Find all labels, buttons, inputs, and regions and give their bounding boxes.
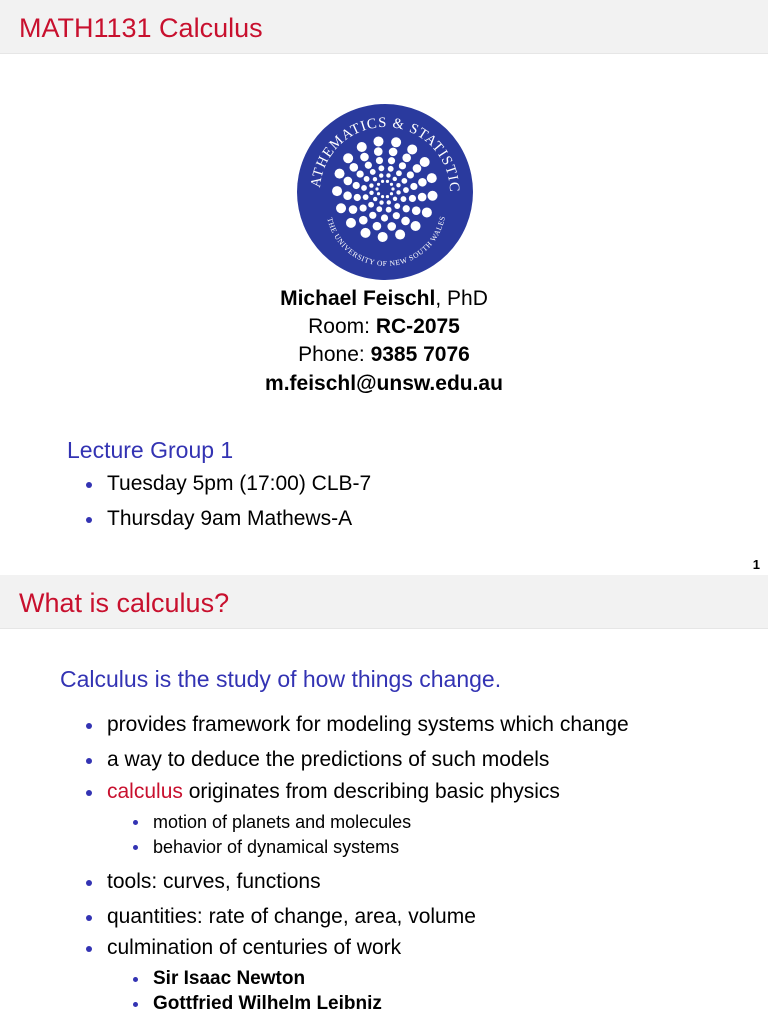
logo-dot bbox=[369, 183, 373, 187]
logo-dot bbox=[390, 183, 393, 186]
logo-dot bbox=[369, 212, 376, 219]
logo-dot bbox=[361, 185, 367, 191]
logo-dot bbox=[393, 177, 397, 181]
bullet-text: culmination of centuries of work bbox=[107, 936, 402, 959]
logo-dot bbox=[407, 171, 414, 178]
logo-dot bbox=[344, 177, 353, 186]
bullet-icon bbox=[86, 880, 92, 886]
logo-dot bbox=[393, 212, 400, 219]
bullet-icon bbox=[86, 517, 92, 523]
contact-room-line bbox=[0, 313, 768, 341]
logo-dot bbox=[376, 157, 383, 164]
logo-dot bbox=[378, 165, 384, 171]
logo-dot bbox=[360, 204, 367, 211]
logo-seal-icon bbox=[296, 103, 474, 281]
logo-bottom-text: THE UNIVERSITY OF NEW SOUTH WALES bbox=[325, 214, 448, 269]
contact-name-line bbox=[0, 285, 768, 313]
logo-dot bbox=[377, 192, 380, 195]
logo-dot bbox=[335, 169, 345, 179]
logo-dot bbox=[364, 176, 370, 182]
slide-title-bar bbox=[0, 575, 768, 629]
logo-dot bbox=[368, 202, 374, 208]
logo-dot bbox=[343, 153, 353, 163]
mathematician-name: Sir Isaac Newton bbox=[153, 968, 306, 989]
logo-dot bbox=[374, 147, 383, 156]
logo-dot bbox=[381, 195, 384, 198]
logo-dot bbox=[387, 222, 396, 231]
logo-dot bbox=[422, 207, 432, 217]
contact-email[interactable]: m.feischl@unsw.edu.au bbox=[265, 372, 503, 395]
logo-dot bbox=[359, 216, 368, 225]
bullet-icon bbox=[133, 845, 138, 850]
bullet-icon bbox=[86, 723, 92, 729]
room-value: RC-2075 bbox=[375, 315, 460, 338]
bullet-icon bbox=[86, 790, 92, 796]
logo-dot bbox=[427, 173, 437, 183]
logo-dot bbox=[378, 232, 388, 242]
logo-dot bbox=[386, 207, 392, 213]
logo-dot bbox=[332, 186, 342, 196]
logo-dot bbox=[395, 230, 405, 240]
logo-dot bbox=[409, 195, 416, 202]
bullet-icon bbox=[86, 482, 92, 488]
logo-dot bbox=[420, 157, 430, 167]
mathematician-name: Gottfried Wilhelm Leibniz bbox=[153, 993, 382, 1014]
logo-dot bbox=[386, 173, 390, 177]
logo-dot bbox=[357, 170, 364, 177]
logo-dot bbox=[349, 205, 358, 214]
slide-title: What is calculus? bbox=[19, 588, 230, 618]
logo-dot bbox=[388, 157, 395, 164]
lecturer-name: Michael Feischl bbox=[280, 287, 436, 310]
logo-dot bbox=[377, 183, 380, 186]
slide-title: MATH1131 Calculus bbox=[19, 13, 263, 43]
logo-dot bbox=[396, 183, 400, 187]
bullet-text: a way to deduce the predictions of such models bbox=[107, 748, 550, 771]
logo-dot bbox=[412, 206, 421, 215]
logo-dot bbox=[393, 197, 397, 201]
logo-dot bbox=[353, 182, 360, 189]
room-label: Room: bbox=[308, 315, 376, 338]
sub-bullet-text: behavior of dynamical systems bbox=[153, 837, 400, 857]
phone-value: 9385 7076 bbox=[370, 343, 470, 366]
logo-dot bbox=[401, 178, 407, 184]
logo-dot bbox=[401, 217, 410, 226]
logo-dot bbox=[388, 166, 394, 172]
logo-dot bbox=[370, 169, 376, 175]
logo-dot bbox=[401, 196, 407, 202]
bullet-icon bbox=[86, 758, 92, 764]
contact-phone-line bbox=[0, 341, 768, 369]
logo-dot bbox=[365, 162, 372, 169]
logo-dot bbox=[407, 144, 417, 154]
logo-dot bbox=[357, 142, 367, 152]
logo-dot bbox=[403, 205, 410, 212]
logo-dot bbox=[343, 191, 352, 200]
bullet-text: provides framework for modeling systems which change bbox=[107, 713, 629, 736]
logo-dot bbox=[394, 203, 400, 209]
logo-dot bbox=[386, 195, 389, 198]
logo-top-text: ATHEMATICS & STATISTIC bbox=[308, 114, 463, 194]
logo-dot bbox=[387, 200, 391, 204]
logo-dot bbox=[399, 162, 406, 169]
logo-dot bbox=[413, 164, 422, 173]
logo-dot bbox=[396, 190, 400, 194]
logo-dot bbox=[402, 153, 411, 162]
highlight-calculus: calculus bbox=[107, 780, 183, 803]
logo-dot bbox=[373, 136, 383, 146]
logo-dot bbox=[418, 178, 427, 187]
logo-dot bbox=[410, 183, 417, 190]
bullet-text: tools: curves, functions bbox=[107, 870, 321, 893]
bullet-icon bbox=[133, 977, 138, 982]
logo-dot bbox=[391, 137, 401, 147]
bullet-text: calculus originates from describing basic physics bbox=[107, 780, 560, 803]
logo-dot bbox=[389, 148, 398, 157]
logo-dot bbox=[375, 187, 378, 190]
lecture-group-heading: Lecture Group 1 bbox=[67, 437, 234, 463]
logo-dot bbox=[381, 214, 388, 221]
logo-dot bbox=[336, 203, 346, 213]
logo-dot bbox=[390, 192, 393, 195]
logo-dot bbox=[379, 173, 383, 177]
bullet-icon bbox=[86, 915, 92, 921]
logo-dot bbox=[381, 180, 384, 183]
logo-dot bbox=[373, 197, 377, 201]
logo-dot bbox=[376, 206, 382, 212]
lecture-time: Thursday 9am Mathews-A bbox=[107, 507, 353, 530]
bullet-text: quantities: rate of change, area, volume bbox=[107, 905, 476, 928]
logo-dot bbox=[354, 194, 361, 201]
lecture-time: Tuesday 5pm (17:00) CLB-7 bbox=[107, 472, 372, 495]
logo-dot bbox=[411, 221, 421, 231]
logo-dot bbox=[361, 228, 371, 238]
phone-label: Phone: bbox=[298, 343, 371, 366]
slide-title-bar bbox=[0, 0, 768, 54]
page-number: 1 bbox=[752, 557, 760, 572]
logo-dot bbox=[363, 194, 369, 200]
logo-dot bbox=[391, 187, 394, 190]
logo-dot bbox=[418, 193, 427, 202]
intro-statement: Calculus is the study of how things change. bbox=[60, 666, 502, 692]
slide-2 bbox=[0, 575, 768, 1024]
lecturer-title: , PhD bbox=[435, 287, 488, 310]
logo-dot bbox=[369, 191, 373, 195]
logo-dot bbox=[349, 163, 358, 172]
unsw-maths-logo bbox=[296, 103, 474, 281]
bullet-icon bbox=[86, 946, 92, 952]
logo-dot bbox=[403, 187, 409, 193]
logo-dot bbox=[379, 200, 383, 204]
logo-dot bbox=[360, 153, 369, 162]
logo-dot bbox=[373, 177, 377, 181]
sub-bullet-text: motion of planets and molecules bbox=[153, 812, 412, 832]
logo-dot bbox=[428, 191, 438, 201]
logo-dot bbox=[373, 222, 382, 231]
logo-dot bbox=[386, 180, 389, 183]
logo-dot bbox=[396, 170, 402, 176]
bullet-icon bbox=[133, 820, 138, 825]
bullet-icon bbox=[133, 1002, 138, 1007]
logo-dot bbox=[346, 218, 356, 228]
